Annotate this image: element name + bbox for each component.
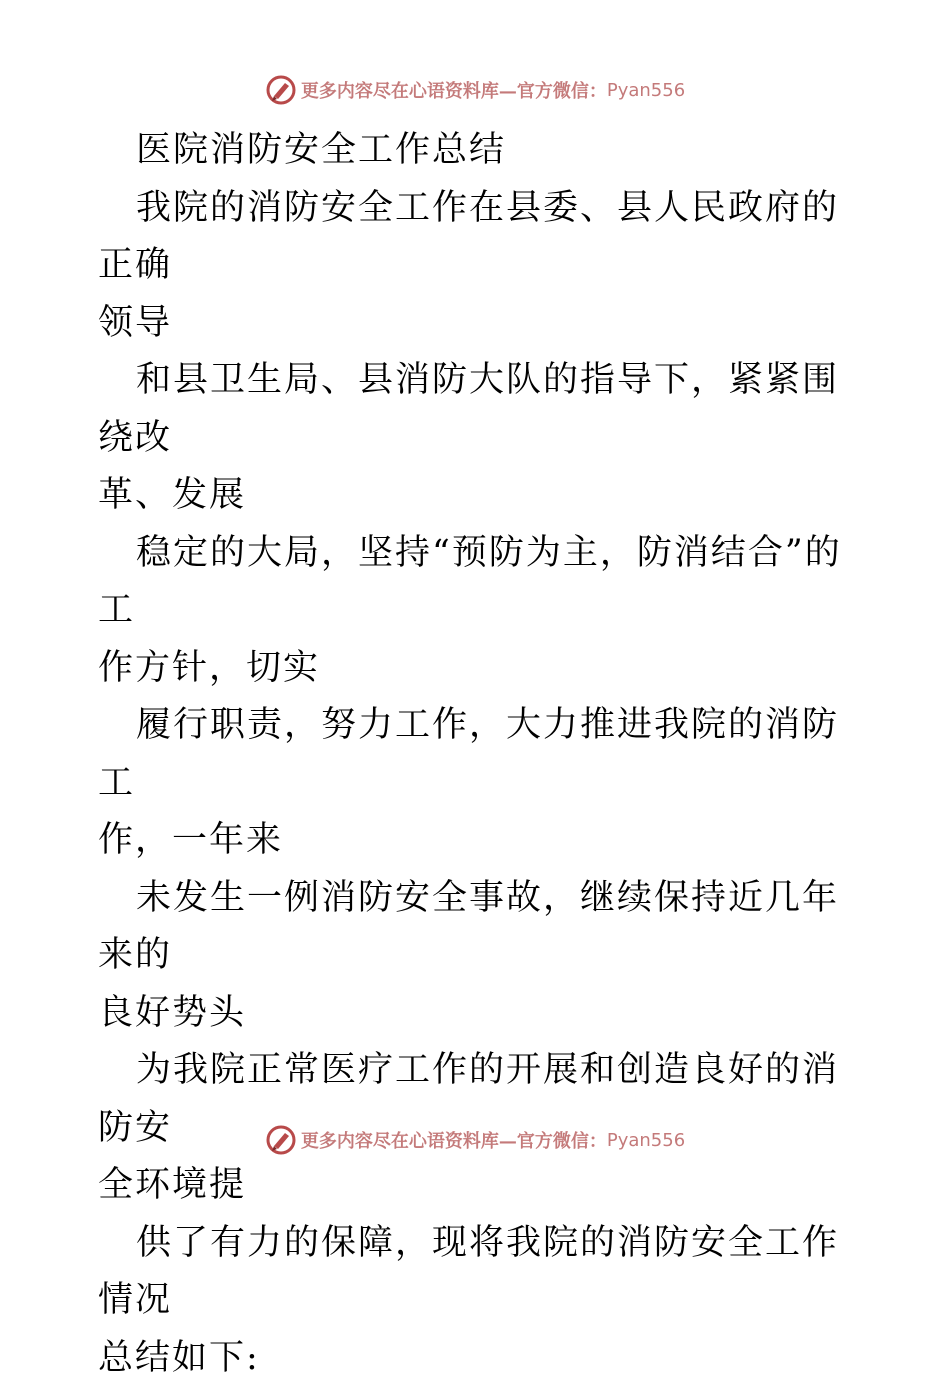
watermark-text: 更多内容尽在心语资料库—官方微信：	[301, 77, 607, 103]
paragraph-line-rest: 全环境提	[98, 1165, 246, 1205]
paragraph-line-first: 履行职责，努力工作，大力推进我院的消防工	[98, 705, 839, 803]
paragraph-line-first: 供了有力的保障，现将我院的消防安全工作情况	[98, 1223, 839, 1321]
paragraph-line-rest: 革、发展	[98, 475, 246, 515]
pen-logo-icon	[265, 74, 297, 106]
paragraph-line-rest: 良好势头	[98, 993, 246, 1033]
paragraph-line-first: 和县卫生局、县消防大队的指导下，紧紧围绕改	[98, 360, 839, 458]
watermark-wechat-id: Pyan556	[607, 1130, 685, 1151]
paragraph	[98, 180, 858, 353]
watermark-text: 更多内容尽在心语资料库—官方微信：	[301, 1127, 607, 1153]
paragraph	[98, 870, 858, 1043]
paragraph	[98, 352, 858, 525]
paragraph-line-rest: 总结如下:	[98, 1338, 260, 1378]
paragraph	[98, 1215, 858, 1387]
watermark-wechat-id: Pyan556	[607, 80, 685, 101]
paragraph	[98, 525, 858, 698]
paragraph-line-first: 为我院正常医疗工作的开展和创造良好的消防安	[98, 1050, 839, 1148]
pen-logo-icon	[265, 1124, 297, 1156]
paragraph-list	[98, 180, 858, 1387]
paragraph-line-first: 我院的消防安全工作在县委、县人民政府的正确	[98, 188, 839, 286]
paragraph-line-rest: 作，一年来	[98, 820, 283, 860]
paragraph	[98, 697, 858, 870]
paragraph-line-first: 未发生一例消防安全事故，继续保持近几年来的	[98, 878, 839, 976]
document-body	[98, 122, 858, 1387]
paragraph-line-rest: 作方针，切实	[98, 648, 320, 688]
paragraph-line-first: 稳定的大局，坚持“预防为主，防消结合”的工	[98, 533, 842, 631]
paragraph-line-rest: 领导	[98, 303, 172, 343]
header-watermark	[0, 70, 950, 110]
document-title: 医院消防安全工作总结	[98, 122, 858, 180]
footer-watermark	[0, 1120, 950, 1160]
